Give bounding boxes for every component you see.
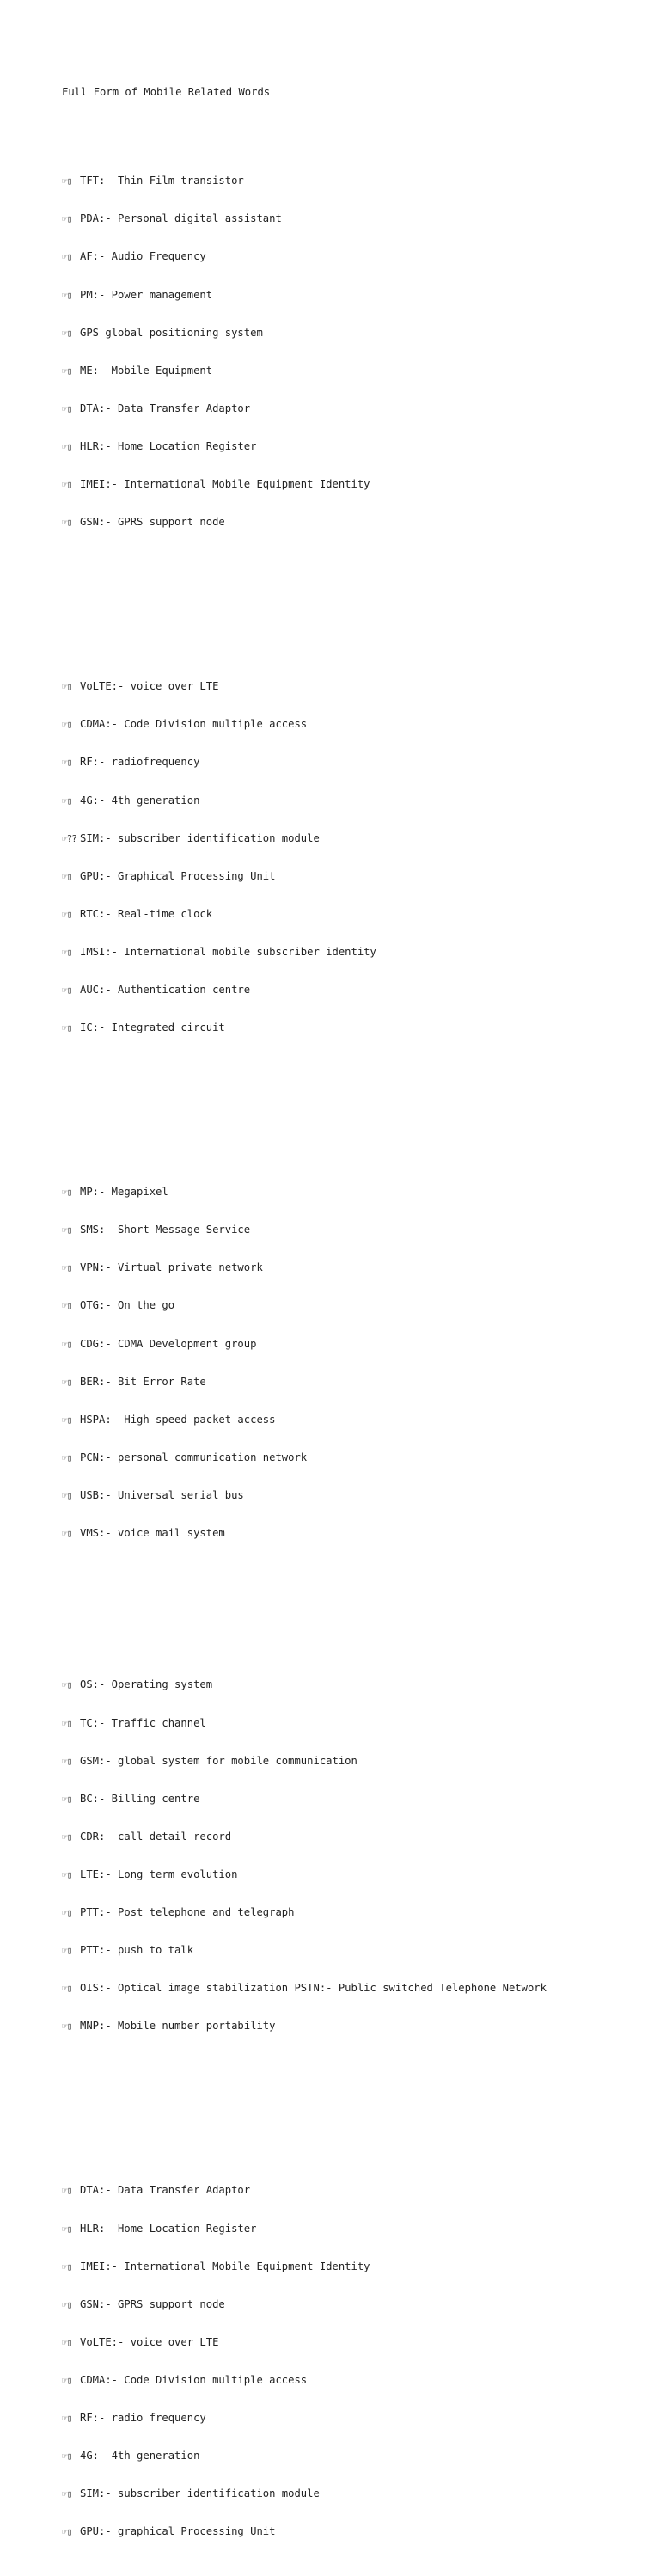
pointing-hand-icon: ☞▯	[62, 719, 72, 731]
list-item	[62, 2487, 646, 2500]
list-item	[62, 2298, 646, 2311]
list-item	[62, 1527, 646, 1540]
list-item	[62, 1299, 646, 1312]
list-item-text: DTA:- Data Transfer Adaptor	[80, 2184, 251, 2197]
list-item	[62, 1224, 646, 1236]
list-item-text: OTG:- On the go	[80, 1299, 175, 1312]
list-item-text: OS:- Operating system	[80, 1678, 213, 1691]
list-item	[62, 365, 646, 377]
pointing-hand-icon: ☞▯	[62, 2450, 72, 2463]
list-item	[62, 1868, 646, 1881]
pointing-hand-icon: ☞▯	[62, 175, 72, 187]
pointing-hand-icon: ☞▯	[62, 1528, 72, 1540]
list-item	[62, 402, 646, 415]
list-item	[62, 2184, 646, 2197]
list-item-text: VoLTE:- voice over LTE	[80, 2335, 219, 2348]
list-item-text: IMEI:- International Mobile Equipment Identity	[80, 2260, 370, 2272]
list-item	[62, 2374, 646, 2387]
list-item	[62, 516, 646, 529]
list-item	[62, 1793, 646, 1806]
section-4	[62, 1653, 646, 2058]
list-item	[62, 1906, 646, 1919]
list-item-text: AF:- Audio Frequency	[80, 250, 206, 263]
list-item	[62, 440, 646, 453]
pointing-hand-icon: ☞▯	[62, 1755, 72, 1767]
list-item	[62, 832, 646, 845]
list-item-text: PCN:- personal communication network	[80, 1451, 308, 1463]
pointing-hand-icon: ☞▯	[62, 327, 72, 339]
list-item-text: HLR:- Home Location Register	[80, 439, 257, 452]
list-item	[62, 2336, 646, 2349]
list-item-text: GPU:- Graphical Processing Unit	[80, 869, 276, 882]
pointing-hand-icon: ☞▯	[62, 1187, 72, 1199]
list-item-text: ME:- Mobile Equipment	[80, 364, 213, 377]
list-item-text: SMS:- Short Message Service	[80, 1224, 251, 1236]
document-page	[62, 61, 646, 2576]
list-item-text: IC:- Integrated circuit	[80, 1021, 225, 1034]
section-spacer	[62, 1097, 646, 1122]
list-item	[62, 327, 646, 340]
list-item-text: LTE:- Long term evolution	[80, 1868, 238, 1880]
list-item	[62, 984, 646, 997]
list-item	[62, 1261, 646, 1274]
list-item-text: DTA:- Data Transfer Adaptor	[80, 402, 251, 414]
pointing-hand-icon: ☞▯	[62, 870, 72, 882]
section-spacer	[62, 2096, 646, 2121]
pointing-hand-icon: ☞▯	[62, 2185, 72, 2197]
list-item-text: BER:- Bit Error Rate	[80, 1375, 206, 1388]
document-title: Full Form of Mobile Related Words	[62, 86, 271, 99]
section-spacer	[62, 592, 646, 616]
section-1	[62, 150, 646, 554]
list-item-text: GSN:- GPRS support node	[80, 2297, 225, 2310]
pointing-hand-icon: ☞▯	[62, 517, 72, 529]
pointing-hand-icon: ☞▯	[62, 2223, 72, 2235]
list-item	[62, 212, 646, 225]
list-item	[62, 2260, 646, 2273]
list-item-text: CDR:- call detail record	[80, 1830, 232, 1843]
list-item	[62, 946, 646, 959]
pointing-hand-icon: ☞??	[62, 832, 76, 844]
pointing-hand-icon: ☞▯	[62, 1451, 72, 1463]
list-item-text: MP:- Megapixel	[80, 1186, 168, 1199]
pointing-hand-icon: ☞▯	[62, 479, 72, 491]
list-item-text: TFT:- Thin Film transistor	[80, 175, 244, 187]
pointing-hand-icon: ☞▯	[62, 2488, 72, 2500]
list-item-text: IMSI:- International mobile subscriber identity	[80, 945, 376, 958]
pointing-hand-icon: ☞▯	[62, 984, 72, 996]
list-item	[62, 1489, 646, 1502]
list-item-text: GPS global positioning system	[80, 326, 263, 339]
list-item	[62, 1755, 646, 1768]
pointing-hand-icon: ☞▯	[62, 757, 72, 769]
pointing-hand-icon: ☞▯	[62, 1262, 72, 1274]
list-item	[62, 250, 646, 263]
pointing-hand-icon: ☞▯	[62, 402, 72, 414]
list-item	[62, 1451, 646, 1464]
pointing-hand-icon: ☞▯	[62, 2298, 72, 2310]
pointing-hand-icon: ☞▯	[62, 1717, 72, 1729]
pointing-hand-icon: ☞▯	[62, 908, 72, 920]
pointing-hand-icon: ☞▯	[62, 213, 72, 225]
list-item	[62, 2412, 646, 2425]
list-item	[62, 2525, 646, 2538]
list-item	[62, 1678, 646, 1691]
list-item-text: CDMA:- Code Division multiple access	[80, 718, 308, 731]
list-item	[62, 1982, 646, 1995]
pointing-hand-icon: ☞▯	[62, 289, 72, 301]
list-item-text: PDA:- Personal digital assistant	[80, 212, 282, 225]
list-item	[62, 1414, 646, 1426]
list-item-text: BC:- Billing centre	[80, 1792, 200, 1805]
pointing-hand-icon: ☞▯	[62, 946, 72, 958]
list-item	[62, 1338, 646, 1351]
list-item-text: MNP:- Mobile number portability	[80, 2020, 276, 2033]
list-item-text: IMEI:- International Mobile Equipment Identity	[80, 478, 370, 491]
list-item-text: 4G:- 4th generation	[80, 2450, 200, 2463]
list-item-text: HSPA:- High-speed packet access	[80, 1413, 276, 1426]
pointing-hand-icon: ☞▯	[62, 1983, 72, 1995]
list-item	[62, 870, 646, 883]
list-item	[62, 718, 646, 731]
list-item	[62, 1186, 646, 1199]
pointing-hand-icon: ☞▯	[62, 365, 72, 377]
list-item	[62, 1831, 646, 1843]
list-item	[62, 2223, 646, 2236]
list-item-text: CDMA:- Code Division multiple access	[80, 2373, 308, 2386]
pointing-hand-icon: ☞▯	[62, 1679, 72, 1691]
list-item-text: PM:- Power management	[80, 288, 213, 301]
pointing-hand-icon: ☞▯	[62, 1868, 72, 1880]
pointing-hand-icon: ☞▯	[62, 794, 72, 807]
pointing-hand-icon: ☞▯	[62, 251, 72, 263]
list-item-text: CDG:- CDMA Development group	[80, 1337, 257, 1350]
list-item	[62, 908, 646, 921]
list-item	[62, 1021, 646, 1034]
list-item-text: RTC:- Real-time clock	[80, 907, 213, 920]
section-spacer	[62, 1603, 646, 1616]
pointing-hand-icon: ☞▯	[62, 2336, 72, 2348]
list-item-text: TC:- Traffic channel	[80, 1716, 206, 1729]
list-item	[62, 1717, 646, 1730]
list-item-text: PTT:- Post telephone and telegraph	[80, 1906, 295, 1919]
list-item	[62, 1376, 646, 1389]
list-item-text: HLR:- Home Location Register	[80, 2222, 257, 2235]
list-item-text: VPN:- Virtual private network	[80, 1261, 263, 1274]
list-item-text: GSN:- GPRS support node	[80, 516, 225, 529]
list-item-text: 4G:- 4th generation	[80, 794, 200, 807]
section-3	[62, 1161, 646, 1565]
section-5	[62, 2159, 646, 2563]
pointing-hand-icon: ☞▯	[62, 1907, 72, 1919]
list-item-text: SIM:- subscriber identification module	[80, 831, 320, 844]
pointing-hand-icon: ☞▯	[62, 1224, 72, 1236]
list-item-text: OIS:- Optical image stabilization PSTN:- Public switched Telephone Network	[80, 1982, 547, 1995]
list-item-text: AUC:- Authentication centre	[80, 984, 251, 996]
pointing-hand-icon: ☞▯	[62, 2374, 72, 2386]
section-2	[62, 655, 646, 1059]
pointing-hand-icon: ☞▯	[62, 2526, 72, 2538]
list-item-text: RF:- radiofrequency	[80, 756, 200, 769]
pointing-hand-icon: ☞▯	[62, 1300, 72, 1312]
pointing-hand-icon: ☞▯	[62, 1376, 72, 1388]
pointing-hand-icon: ☞▯	[62, 1489, 72, 1501]
list-item	[62, 175, 646, 187]
list-item-text: GPU:- graphical Processing Unit	[80, 2525, 276, 2538]
list-item-text: RF:- radio frequency	[80, 2411, 206, 2424]
pointing-hand-icon: ☞▯	[62, 1831, 72, 1843]
list-item-text: USB:- Universal serial bus	[80, 1488, 244, 1501]
pointing-hand-icon: ☞▯	[62, 2412, 72, 2424]
list-item-text: GSM:- global system for mobile communication	[80, 1754, 358, 1767]
list-item	[62, 2450, 646, 2463]
pointing-hand-icon: ☞▯	[62, 440, 72, 452]
list-item	[62, 289, 646, 302]
pointing-hand-icon: ☞▯	[62, 1338, 72, 1350]
pointing-hand-icon: ☞▯	[62, 1793, 72, 1805]
list-item-text: PTT:- push to talk	[80, 1944, 194, 1957]
list-item	[62, 2020, 646, 2033]
list-item	[62, 680, 646, 693]
pointing-hand-icon: ☞▯	[62, 2021, 72, 2033]
list-item-text: VMS:- voice mail system	[80, 1527, 225, 1540]
pointing-hand-icon: ☞▯	[62, 1414, 72, 1426]
list-item-text: SIM:- subscriber identification module	[80, 2487, 320, 2500]
pointing-hand-icon: ☞▯	[62, 1945, 72, 1957]
pointing-hand-icon: ☞▯	[62, 681, 72, 693]
list-item	[62, 478, 646, 491]
list-item	[62, 756, 646, 769]
list-item-text: VoLTE:- voice over LTE	[80, 680, 219, 693]
list-item	[62, 794, 646, 807]
list-item	[62, 1944, 646, 1957]
pointing-hand-icon: ☞▯	[62, 1022, 72, 1034]
pointing-hand-icon: ☞▯	[62, 2260, 72, 2272]
